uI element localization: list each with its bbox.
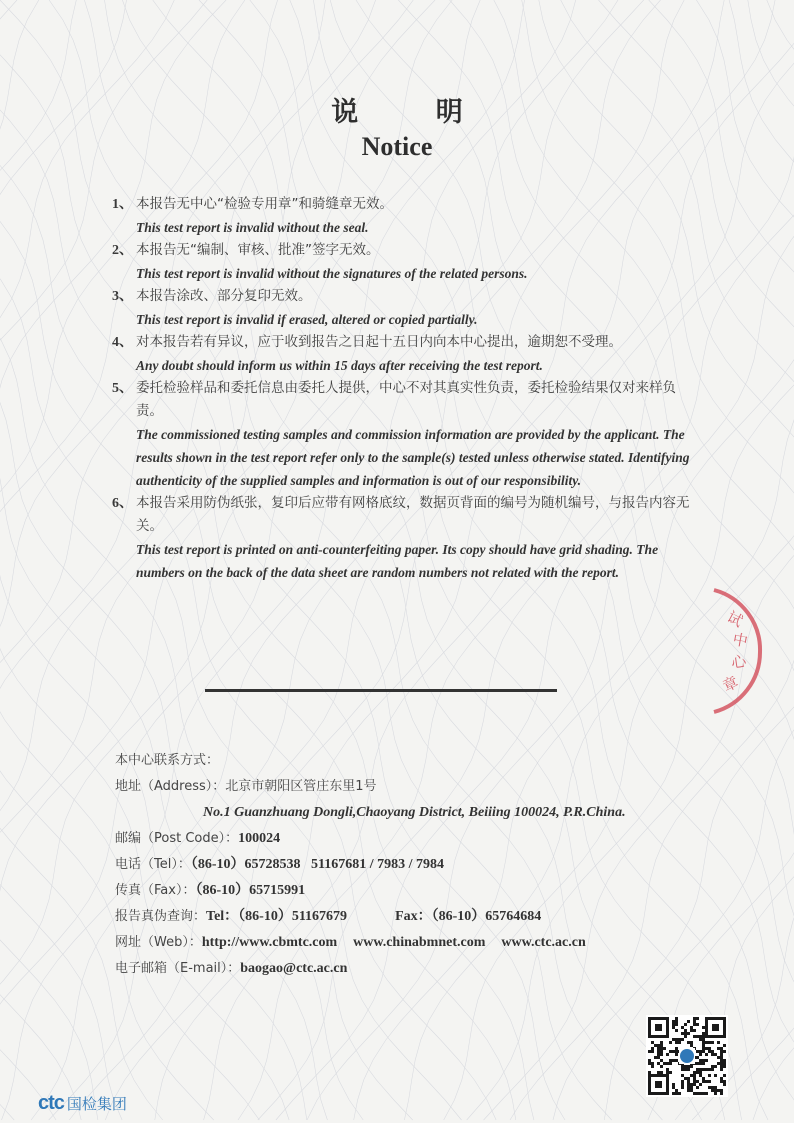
- ctc-logo-mark: ctc: [38, 1092, 64, 1114]
- notice-item-1: [112, 193, 692, 239]
- address-label: 地址（Address）：: [115, 779, 226, 794]
- tel-line: [115, 852, 735, 878]
- web-link-1[interactable]: http://www.cbmtc.com: [201, 935, 338, 950]
- notice-list: [112, 193, 692, 584]
- verify-fax: Fax：（86-10）65764684: [395, 909, 542, 924]
- item-text-cn: 本报告无中心“检验专用章”和骑缝章无效。: [136, 196, 393, 212]
- svg-text:试: 试: [724, 607, 746, 631]
- svg-text:章: 章: [719, 672, 742, 696]
- item-text-en: This test report is invalid if erased, altered or copied partially.: [136, 312, 478, 327]
- verify-label: 报告真伪查询：: [115, 909, 207, 924]
- item-text-en: This test report is printed on anti-counterfeiting paper. Its copy should have grid shading. The numbers on the back of the data sheet are random numbers not related with the report.: [136, 542, 659, 580]
- item-text-en: This test report is invalid without the signatures of the related persons.: [136, 266, 528, 281]
- page-title-cn: 说 明: [331, 97, 497, 128]
- company-logo: [38, 1092, 127, 1115]
- email-label: 电子邮箱（E-mail）：: [115, 961, 241, 976]
- item-text-cn: 本报告涂改、部分复印无效。: [136, 288, 312, 304]
- section-divider: [205, 689, 557, 692]
- notice-item-5: [112, 377, 692, 492]
- web-link-3[interactable]: www.ctc.ac.cn: [501, 935, 586, 950]
- tel-value: （86-10）65728538 51167681 / 7983 / 7984: [190, 857, 445, 872]
- contact-heading: 本中心联系方式：: [115, 753, 220, 768]
- tel-label: 电话（Tel）：: [115, 857, 191, 872]
- item-number: 5、: [112, 381, 133, 396]
- fax-label: 传真（Fax）：: [115, 883, 196, 898]
- web-link-2[interactable]: www.chinabmnet.com: [353, 935, 486, 950]
- notice-item-6: [112, 492, 692, 584]
- item-text-en: The commissioned testing samples and commission information are provided by the applicant. The results shown in the test report refer only to the sample(s) tested unless otherwise stated. Identifying authenticity of the supplied samples and information is out of our responsibility.: [136, 427, 690, 488]
- svg-text:中: 中: [731, 630, 750, 651]
- item-number: 2、: [112, 243, 133, 258]
- item-text-en: Any doubt should inform us within 15 days after receiving the test report.: [136, 358, 543, 373]
- item-number: 1、: [112, 197, 133, 212]
- notice-item-2: [112, 239, 692, 285]
- logo-text: 国检集团: [66, 1095, 127, 1113]
- seal-stamp-icon: [704, 586, 766, 716]
- item-number: 3、: [112, 289, 133, 304]
- item-text-cn: 对本报告若有异议，应于收到报告之日起十五日内向本中心提出，逾期恕不受理。: [136, 334, 622, 350]
- item-text-cn: 本报告无“编制、审核、批准”签字无效。: [136, 242, 380, 258]
- email-line: [115, 956, 735, 982]
- notice-item-4: [112, 331, 692, 377]
- notice-item-3: [112, 285, 692, 331]
- address-en: No.1 Guanzhuang Dongli,Chaoyang District, Beiiing 100024, P.R.China.: [203, 805, 626, 820]
- item-number: 6、: [112, 496, 133, 511]
- postcode-label: 邮编（Post Code）：: [115, 831, 239, 846]
- item-number: 4、: [112, 335, 133, 350]
- postcode-line: [115, 826, 735, 852]
- qr-code-icon[interactable]: [646, 1015, 728, 1097]
- contact-section: [115, 748, 735, 982]
- item-text-en: This test report is invalid without the seal.: [136, 220, 369, 235]
- address-line: [115, 774, 735, 800]
- svg-text:心: 心: [730, 652, 748, 672]
- email-link[interactable]: baogao@ctc.ac.cn: [240, 961, 348, 976]
- item-text-cn: 本报告采用防伪纸张，复印后应带有网格底纹，数据页背面的编号为随机编号，与报告内容无关。: [136, 495, 690, 534]
- web-line: [115, 930, 735, 956]
- web-label: 网址（Web）：: [115, 935, 202, 950]
- fax-value: （86-10）65715991: [195, 883, 306, 898]
- address-cn: 北京市朝阳区管庄东里1号: [225, 779, 377, 794]
- verify-tel: Tel：（86-10）51167679: [206, 909, 348, 924]
- fax-line: [115, 878, 735, 904]
- item-text-cn: 委托检验样品和委托信息由委托人提供，中心不对其真实性负责，委托检验结果仅对来样负责。: [136, 380, 676, 419]
- page-title-en: Notice: [361, 132, 433, 161]
- postcode-value: 100024: [238, 831, 281, 846]
- verify-line: [115, 904, 735, 930]
